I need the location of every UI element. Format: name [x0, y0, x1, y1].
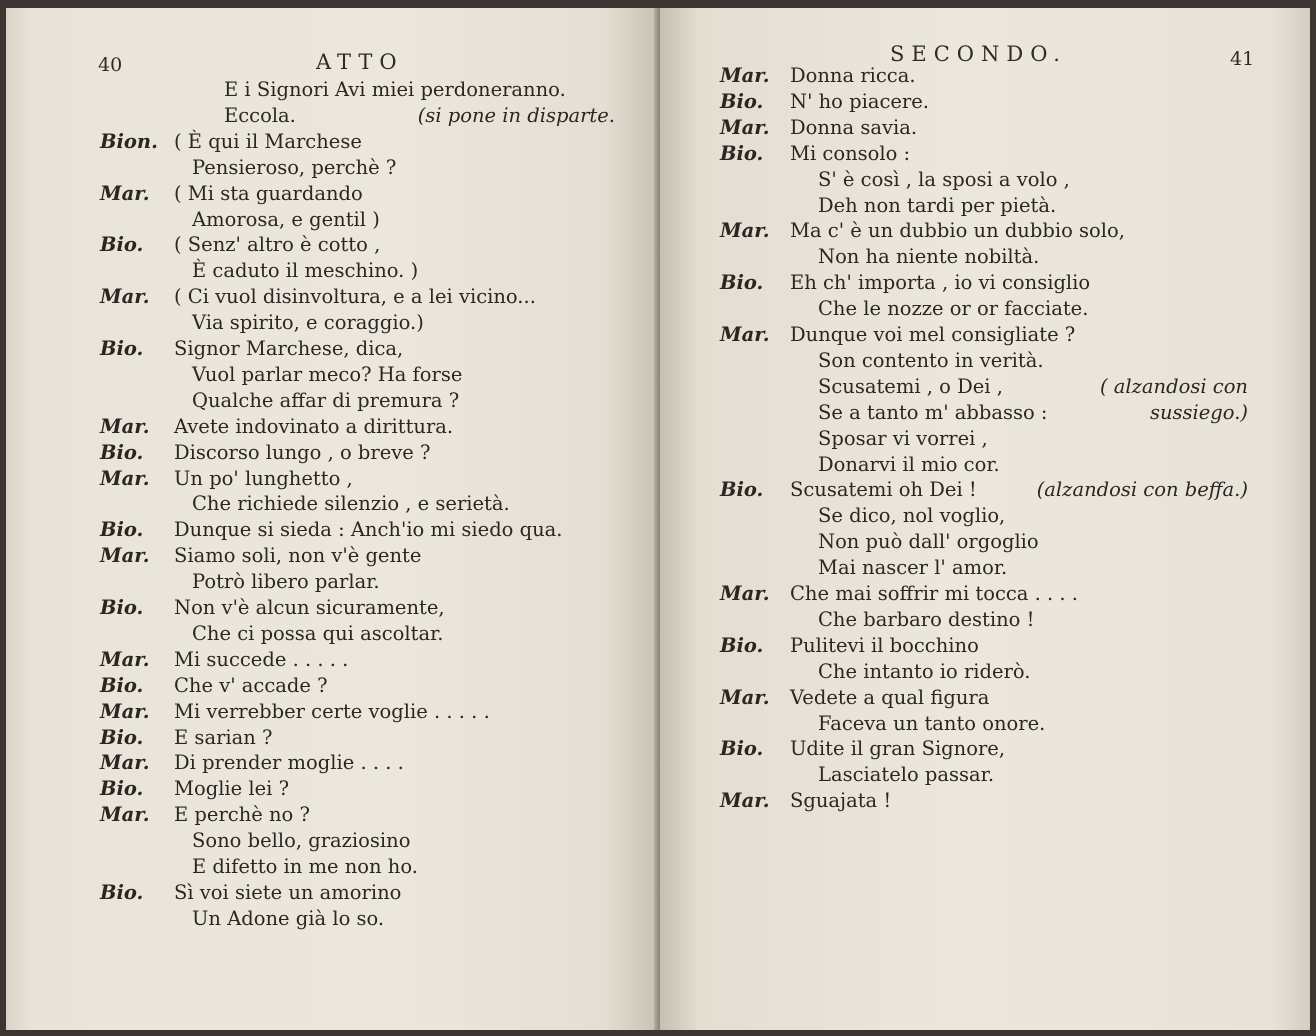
speaker-label: Mar. [100, 414, 150, 438]
verse-text: Eccola. [224, 103, 296, 127]
speaker-label: Mar. [100, 285, 150, 309]
verse-text: Se a tanto m' abbasso : [818, 400, 1048, 424]
verse-line [720, 660, 1030, 684]
verse-text: Sguajata ! [790, 789, 892, 813]
verse-text: S' è così , la sposi a volo , [818, 167, 1070, 191]
left-page [6, 8, 657, 1030]
verse-line [720, 608, 1034, 632]
speaker-label: Bio. [720, 737, 764, 761]
page-number: 41 [1230, 48, 1255, 70]
verse-line [100, 285, 536, 309]
speaker-label: Mar. [100, 751, 150, 775]
verse-line [100, 700, 490, 724]
verse-line [720, 634, 979, 658]
verse-line [720, 427, 988, 451]
verse-line [100, 363, 462, 387]
verse-text: Che ci possa qui ascoltar. [192, 621, 444, 645]
verse-line [132, 78, 566, 102]
verse-text: Lasciatelo passar. [818, 763, 995, 787]
speaker-label: Bio. [100, 673, 144, 697]
verse-text: Non ha niente nobiltà. [818, 245, 1040, 269]
verse-line [100, 648, 348, 672]
speaker-label: Mar. [100, 544, 150, 568]
verse-line [100, 751, 404, 775]
stage-direction: ( alzandosi con [1099, 374, 1248, 398]
verse-text: Che richiede silenzio , e serietà. [192, 492, 510, 516]
verse-line [100, 182, 363, 206]
verse-text: Faceva un tanto onore. [818, 711, 1046, 735]
verse-text: ( Ci vuol disinvoltura, e a lei vicino... [174, 285, 536, 309]
speaker-label: Mar. [100, 699, 150, 723]
verse-line [720, 90, 929, 114]
speaker-label: Mar. [100, 647, 150, 671]
verse-line [100, 829, 410, 853]
speaker-label: Bio. [100, 777, 144, 801]
verse-text: Che v' accade ? [174, 673, 328, 697]
verse-line [100, 233, 380, 257]
verse-text: Pulitevi il bocchino [790, 633, 979, 657]
verse-line [720, 375, 1003, 399]
verse-text: Donna savia. [790, 115, 918, 139]
verse-line [720, 556, 1007, 580]
verse-line [100, 570, 380, 594]
verse-text: Scusatemi oh Dei ! [790, 478, 977, 502]
speaker-label: Mar. [100, 803, 150, 827]
verse-text: Eh ch' importa , io vi consiglio [790, 271, 1091, 295]
verse-line [720, 245, 1039, 269]
verse-text: Potrò libero parlar. [192, 570, 380, 594]
speaker-label: Bio. [720, 633, 764, 657]
speaker-label: Mar. [100, 466, 150, 490]
verse-text: Che mai soffrir mi tocca . . . . [790, 582, 1079, 605]
stage-direction: sussiego.) [1149, 400, 1248, 424]
verse-text: Ma c' è un dubbio un dubbio solo, [790, 219, 1125, 243]
speaker-label: Mar. [720, 789, 770, 813]
verse-line [132, 104, 296, 128]
verse-text: Deh non tardi per pietà. [818, 193, 1057, 217]
verse-line [100, 208, 380, 232]
speaker-label: Bion. [100, 129, 158, 153]
verse-line [100, 777, 289, 801]
speaker-label: Bio. [100, 337, 144, 360]
page-number: 40 [98, 54, 123, 76]
verse-text: Mai nascer l' amor. [818, 556, 1008, 580]
verse-line [720, 504, 1005, 528]
verse-line [720, 297, 1088, 321]
verse-text: Sposar vi vorrei , [818, 426, 988, 450]
verse-line [720, 530, 1039, 554]
verse-line [100, 259, 418, 283]
verse-text: Donna ricca. [790, 64, 916, 87]
verse-text: Donarvi il mio cor. [818, 452, 1000, 476]
verse-text: Che barbaro destino ! [818, 607, 1035, 631]
verse-text: Un Adone già lo so. [192, 906, 385, 930]
stage-direction: (si pone in disparte. [417, 103, 615, 127]
verse-line [720, 323, 1075, 347]
speaker-label: Mar. [720, 64, 770, 87]
verse-text: Se dico, nol voglio, [818, 504, 1006, 528]
verse-line [720, 763, 994, 787]
speaker-label: Bio. [720, 89, 764, 113]
verse-text: Udite il gran Signore, [790, 737, 1006, 761]
verse-text: Mi consolo : [790, 141, 911, 165]
verse-line [720, 194, 1056, 218]
verse-text: Via spirito, e coraggio.) [192, 311, 424, 335]
verse-line [720, 712, 1045, 736]
verse-line [100, 803, 310, 827]
verse-text: E i Signori Avi miei perdoneranno. [224, 78, 566, 101]
verse-line [100, 855, 418, 879]
verse-line [720, 142, 910, 166]
verse-line [100, 130, 362, 154]
verse-text: Vedete a qual figura [790, 685, 990, 709]
speaker-label: Mar. [720, 685, 770, 709]
speaker-label: Mar. [720, 219, 770, 243]
verse-text: Vuol parlar meco? Ha forse [192, 362, 463, 386]
verse-text: Amorosa, e gentil ) [192, 207, 380, 231]
verse-text: Son contento in verità. [818, 348, 1044, 372]
speaker-label: Bio. [100, 596, 144, 619]
verse-line [720, 686, 989, 710]
verse-line [100, 492, 510, 516]
verse-text: Avete indovinato a dirittura. [174, 414, 454, 438]
verse-text: Signor Marchese, dica, [174, 337, 404, 360]
verse-text: Dunque voi mel consigliate ? [790, 323, 1076, 346]
speaker-label: Bio. [100, 880, 144, 904]
verse-line [100, 726, 272, 750]
speaker-label: Mar. [720, 582, 770, 605]
verse-line [720, 789, 891, 813]
verse-text: Di prender moglie . . . . [174, 751, 404, 775]
verse-line [100, 156, 396, 180]
speaker-label: Bio. [100, 440, 144, 464]
verse-text: ( Senz' altro è cotto , [174, 233, 381, 257]
verse-text: E sarian ? [174, 725, 273, 749]
verse-text: E difetto in me non ho. [192, 855, 418, 878]
running-head: SECONDO. [890, 42, 1067, 66]
verse-line [720, 453, 1000, 477]
verse-line [100, 467, 353, 491]
speaker-label: Mar. [720, 323, 770, 346]
verse-text: N' ho piacere. [790, 89, 929, 113]
verse-text: ( È qui il Marchese [174, 129, 362, 153]
verse-text: Un po' lunghetto , [174, 466, 353, 490]
verse-text: Siamo soli, non v'è gente [174, 544, 422, 568]
verse-text: ( Mi sta guardando [174, 181, 363, 205]
speaker-label: Mar. [100, 181, 150, 205]
verse-line [720, 271, 1090, 295]
verse-text: Che intanto io riderò. [818, 659, 1031, 683]
speaker-label: Mar. [720, 115, 770, 139]
verse-text: Che le nozze or or facciate. [818, 297, 1089, 321]
speaker-label: Bio. [100, 233, 144, 257]
verse-text: E perchè no ? [174, 803, 310, 827]
speaker-label: Bio. [100, 725, 144, 749]
speaker-label: Bio. [720, 478, 764, 502]
verse-line [100, 415, 453, 439]
verse-line [100, 441, 430, 465]
verse-text: Mi verrebber certe voglie . . . . . [174, 699, 490, 723]
right-page [660, 8, 1310, 1030]
verse-line [720, 168, 1070, 192]
verse-line [720, 401, 1048, 425]
stage-direction: (alzandosi con beffa.) [1036, 478, 1248, 502]
verse-text: Sì voi siete un amorino [174, 880, 402, 904]
verse-text: Scusatemi , o Dei , [818, 374, 1003, 398]
verse-text: Pensieroso, perchè ? [192, 155, 397, 179]
verse-text: Moglie lei ? [174, 777, 290, 801]
verse-line [100, 881, 401, 905]
verse-line [100, 311, 424, 335]
verse-text: È caduto il meschino. ) [192, 259, 419, 283]
verse-line [720, 478, 977, 502]
verse-line [720, 116, 917, 140]
verse-line [100, 337, 403, 361]
verse-text: Non può dall' orgoglio [818, 530, 1039, 554]
verse-line [720, 582, 1078, 606]
speaker-label: Bio. [720, 141, 764, 165]
verse-line [720, 737, 1005, 761]
speaker-label: Bio. [100, 518, 144, 542]
verse-line [100, 907, 384, 931]
verse-text: Dunque si sieda : Anch'io mi siedo qua. [174, 518, 563, 542]
verse-line [720, 219, 1125, 243]
verse-line [100, 544, 421, 568]
verse-text: Sono bello, graziosino [192, 829, 411, 853]
verse-text: Discorso lungo , o breve ? [174, 440, 431, 464]
verse-line [100, 518, 563, 542]
verse-text: Qualche affar di premura ? [192, 388, 460, 412]
verse-line [100, 622, 443, 646]
speaker-label: Bio. [720, 271, 764, 295]
verse-line [100, 596, 445, 620]
verse-line [100, 674, 328, 698]
verse-line [100, 389, 459, 413]
running-head: ATTO [316, 50, 404, 74]
verse-text: Mi succede . . . . . [174, 647, 349, 671]
verse-text: Non v'è alcun sicuramente, [174, 596, 445, 619]
verse-line [720, 349, 1044, 373]
verse-line [720, 64, 916, 88]
